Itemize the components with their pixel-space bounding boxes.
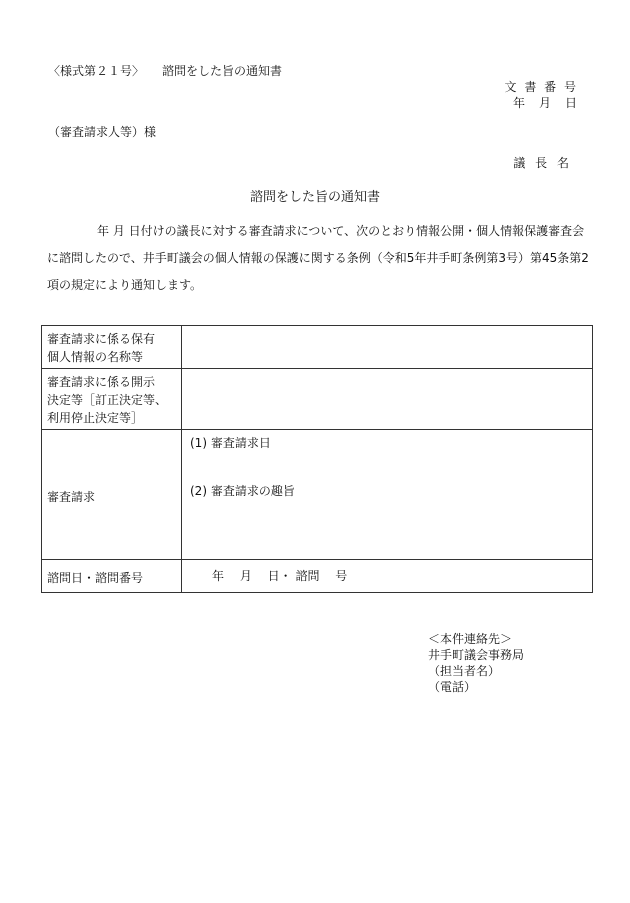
contact-office: 井手町議会事務局 xyxy=(428,648,525,662)
body-paragraph xyxy=(47,218,592,299)
row-value-disclosure-decision xyxy=(182,369,593,430)
table-row-consultation xyxy=(42,560,593,593)
table-row-request xyxy=(42,430,593,560)
row-label-request: 審査請求 xyxy=(42,430,182,560)
label-line: 利用停止決定等］ xyxy=(47,411,144,425)
document-title: 諮問をした旨の通知書 xyxy=(249,190,380,205)
info-table xyxy=(41,325,593,593)
contact-person: （担当者名） xyxy=(428,664,501,678)
contact-block xyxy=(428,631,524,695)
label-line: 審査請求に係る保有 xyxy=(47,332,156,346)
row-value-retained-info xyxy=(182,326,593,369)
row-label-retained-info xyxy=(42,326,182,369)
label-line: 個人情報の名称等 xyxy=(47,350,144,364)
row-label-disclosure-decision xyxy=(42,369,182,430)
form-number: 〈様式第２１号〉 xyxy=(48,64,145,78)
document-number: 文 書 番 号 xyxy=(504,80,578,94)
issue-date: 年 月 日 xyxy=(512,96,578,110)
body-text: 年 月 日付けの議長に対する審査請求について、次のとおり情報公開・個人情報保護審査会に諮問したので、井手町議会の個人情報の保護に関する条例（令和5年井手町条例第3号）第45条第2項の規定により通知します。 xyxy=(47,224,589,292)
request-purpose-item: (2) 審査請求の趣旨 xyxy=(190,484,295,498)
table-row-disclosure-decision xyxy=(42,369,593,430)
row-value-request xyxy=(182,430,593,560)
request-date-item: (1) 審査請求日 xyxy=(190,436,271,450)
chairperson-name: 議 長 名 xyxy=(513,156,572,170)
table-row-retained-info xyxy=(42,326,593,369)
label-line: 審査請求に係る開示 xyxy=(47,375,156,389)
label-line: 決定等［訂正決定等、 xyxy=(47,393,168,407)
contact-phone: （電話） xyxy=(428,680,477,694)
form-number-line xyxy=(48,63,282,79)
form-title: 諮問をした旨の通知書 xyxy=(162,64,283,78)
contact-heading: ＜本件連絡先＞ xyxy=(428,632,513,646)
row-label-consultation: 諮問日・諮問番号 xyxy=(42,560,182,593)
addressee: （審査請求人等）様 xyxy=(48,125,157,139)
row-value-consultation: 年 月 日・ 諮問 号 xyxy=(182,560,593,593)
